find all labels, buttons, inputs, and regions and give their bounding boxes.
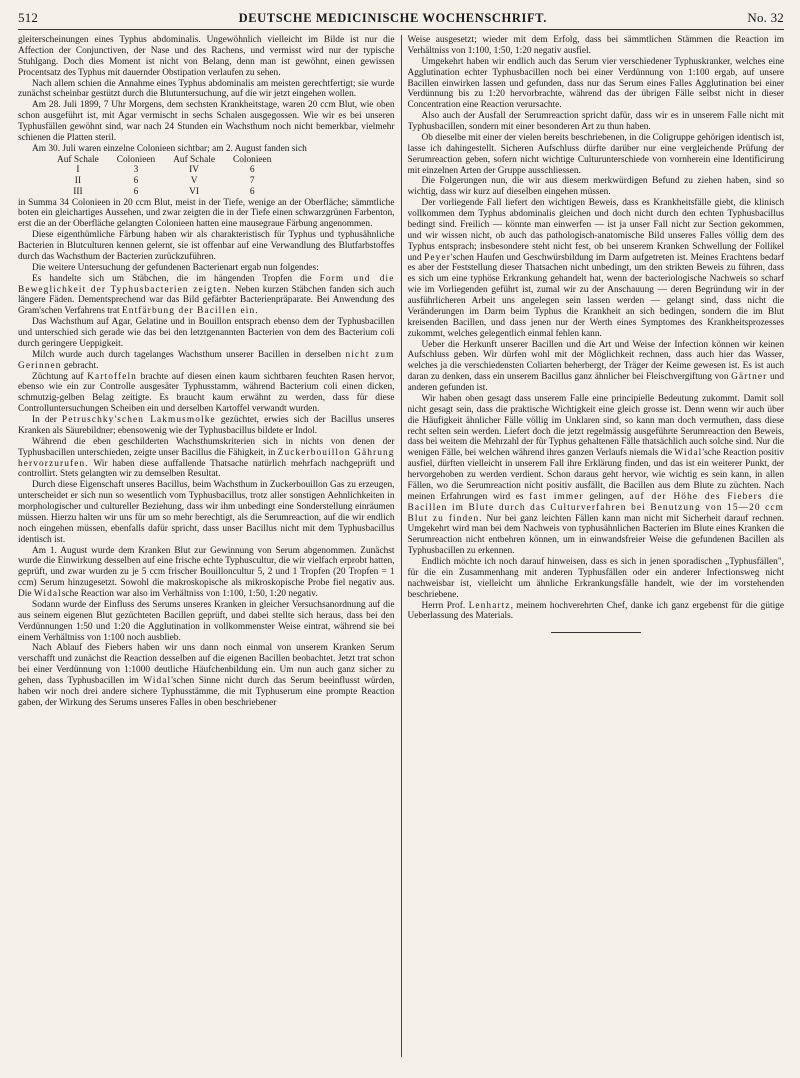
text-run: 'schen Haufen und Geschwürsbildung im Darm aufgetreten ist. Meines Erachtens bedarf es aber der Feststellung dieser Thatsachen nicht unbedingt, um den strikten Beweis zu führen, dass es sich um eine typhöse Erkrankung gehandelt hat, wenn der bacteriologische Nachweis so scharf wie im Vorliegenden geführt ist, zumal wir zu der Anschauung — deren Begründung wir in der ausführlicheren Arbeit uns angelegen sein lassen werden — gelangt sind, dass nicht die Veränderungen im Darm beim Typhus die Krankheit an sich bedingen, sondern die im Blut kreisenden Bacillen, und dass jenen nur der Werth eines Symptomes des Krankheitsprozesses zukommt, welches gelegentlich einmal fehlen kann. xyxy=(407,252,785,339)
text-run: Nach Ablauf des Fiebers haben wir uns dann noch einmal von unserem Kranken Serum verschafft und zunächst die Reaction desselben auf die eigenen Bacillen beobachtet. Jetzt trat schon bei einer Verdünnung von 1:1000 deutliche Häufchenbildung ein. Um nun auch ganz sicher zu gehen, dass Typhusbacillen im xyxy=(18,643,395,687)
text-run: Während die eben geschilderten Wachsthumskriterien sich in nichts von denen der Typhusbacillen unterschieden, zeigte unser Bacillus die Fähigkeit, in xyxy=(18,436,395,458)
paragraph: Weise ausgesetzt; wieder mit dem Erfolg, dass bei sämmtlichen Stämmen die Reaction im Verhältniss von 1:100, 1:50, 1:20 negativ ausfiel. xyxy=(407,35,785,56)
paragraph: Durch diese Eigenschaft unseres Bacillus, beim Wachsthum in Zuckerbouillon Gas zu erzeugen, unterscheidet er sich nun so wesentlich vom Typhusbacillus, trotz aller sonstigen Aehnlichkeiten in morphologischer und cultureller Beziehung, dass wir ihm unbedingt eine Sonderstellung einräumen müssen. Hierzu halten wir uns für um so mehr berechtigt, als die Serumreaction, auf die wir endlich noch eingehen müssen, ebenfalls dafür spricht, dass unser Bacillus nicht mit dem Typhusbacillus identisch ist. xyxy=(18,480,395,545)
paragraph xyxy=(18,372,395,416)
author-name: Widal xyxy=(143,676,172,687)
paragraph: Am 28. Juli 1899, 7 Uhr Morgens, dem sechsten Krankheitstage, waren 20 ccm Blut, wie oben schon ausgeführt ist, mit Agar vermischt in sechs Schalen ausgegossen. Wie wir es bei unseren Typhusfällen gewöhnt sind, war nach 24 Stunden ein Wachsthum noch nicht bemerkbar, vielmehr schienen die Platten steril. xyxy=(18,100,395,143)
text-run: Am 1. August wurde dem Kranken Blut zur Gewinnung von Serum abgenommen. Zunächst wurde die Einwirkung desselben auf eine frische echte Typhuscultur, die wir vielfach erprobt hatten, geprüft, und zwar wurden zu je 5 ccm frischer Bouilloncultur 5, 2 und 1 Tropfen (20 Tropfen = 1 ccm) Serum hinzugesetzt. Sowohl die makroskopische als mikroskopische Probe fiel negativ aus. Die xyxy=(18,545,395,600)
issue-number: No. 32 xyxy=(747,10,784,25)
paragraph xyxy=(18,415,395,437)
table-cell: VI xyxy=(189,186,199,197)
table-cell: 7 xyxy=(249,176,255,187)
table-header-cell: Colonieen xyxy=(116,154,156,165)
emphasis-text: fast immer xyxy=(529,491,584,502)
table-row xyxy=(48,165,280,176)
text-run: und anderen gefunden ist. xyxy=(407,372,785,393)
text-run: , meinem hochverehrten Chef, danke ich ganz ergebenst für die gütige Ueberlassung des Materials. xyxy=(407,600,785,622)
table-cell: 6 xyxy=(249,165,255,176)
paragraph: Sodann wurde der Einfluss des Serums unseres Kranken in gleicher Versuchsanordnung auf die aus seinem eigenen Blut gezüchteten Bacillen geprüft, und dabei stellte sich heraus, dass bei den Verdünnungen 1:50 und 1:20 die Agglutination in vollkommenster Weise eintrat, während sie bei einem Verhältniss von 1:100 noch ausblieb. xyxy=(18,599,395,643)
paragraph: Das Wachsthum auf Agar, Gelatine und in Bouillon entsprach ebenso dem der Typhusbacillen und unterschied sich gerade wie das bei den letztgenannten Bacterien von dem des Bacterium coli durch geringere Ueppigkeit. xyxy=(18,317,395,349)
text-run: sche Reaction war also im Verhältniss von 1:100, 1:50, 1:20 negativ. xyxy=(61,589,318,600)
right-column xyxy=(408,35,785,1057)
table-row xyxy=(48,176,280,187)
emphasis-text: Kartoffeln xyxy=(87,371,137,382)
paragraph xyxy=(18,350,395,372)
column-divider xyxy=(401,35,402,1057)
paragraph xyxy=(408,601,785,623)
text-run: 'schen Sinne nicht durch das Serum beeinflusst würden, haben wir noch drei andere sichere Typhusstämme, die mit Typhuserum eine prompte Reaction gaben, der Wirkung des Serums unseres Falles in oben beschriebener xyxy=(18,676,395,708)
author-name: Widal xyxy=(33,589,62,600)
author-name: Gärtner xyxy=(731,372,768,383)
paragraph: Endlich möchte ich noch darauf hinweisen, dass es sich in jenen sporadischen „Typhusfällen", für die ein Zusammenhang mit anderen Typhusfällen oder ein anderer Infectionsweg nicht nachweisbar ist, vielleicht um ähnliche Erkrankungsfälle handelt, wie der im vorstehenden beschriebene. xyxy=(407,557,785,600)
text-run: Herrn Prof. xyxy=(421,600,469,611)
emphasis-text: Zuckerbouillon Gährung hervorzurufen. xyxy=(18,447,395,469)
emphasis-text: Entfärbung der Bacillen ein. xyxy=(122,306,259,317)
table-cell: 6 xyxy=(133,176,139,187)
paragraph xyxy=(18,437,395,481)
text-run: Der vorliegende Fall liefert den wichtigen Beweis, dass es Krankheitsfälle giebt, die klinisch vollkommen dem Typhus abdominalis gleichen und doch nicht durch den echten Typhusbacillus bedingt sind. Freilich — könnte man einwerfen — ist ja unser Fall nicht zur Section gekommen, und wir wissen nicht, ob auch das pathologisch-anatomische Bild unseres Falles völlig dem des Typhus entsprach; insbesondere steht nicht fest, ob bei unserem Kranken Schwellung der Follikel und xyxy=(407,198,785,263)
author-name: Peyer xyxy=(424,252,451,263)
text-run: 'sche Reaction positiv ausfiel, dürften vielleicht in unserem Fall ihre Erklärung finden, und das ist ein weiterer Punkt, der hervorgehoben zu werden verdient. Schon daraus geht hervor, wie wichtig es sein kann, in allen Fällen, wo die Serumreaction nicht positiv ausfällt, die Bacillen aus dem Blute zu züchten. Nach meinen Erfahrungen wird es xyxy=(407,448,785,502)
emphasis-text: nicht zum Gerinnen xyxy=(18,349,395,371)
paragraph: Umgekehrt haben wir endlich auch das Serum vier verschiedener Typhuskranker, welches eine Agglutination echter Typhusbacillen noch bei einer Verdünnung von 1:100 ergab, auf unsere Bacillen einwirken lassen und gefunden, dass nur das Serum eines Falles Agglutination bei einer Verdünnung bis zu 1:20 hervorbrachte, während das der übrigen Fälle selbst nicht in dieser Concentration eine Reaction verursachte. xyxy=(407,56,785,111)
paragraph: Ob dieselbe mit einer der vielen bereits beschriebenen, in die Coligruppe gehörigen identisch ist, lasse ich dahingestellt. Sicheren Aufschluss dürfte darüber nur eine vergleichende Prüfung der Serumreaction geben, sofern nicht wichtige Culturunterschiede von vornherein eine Identificirung mit einzelnen Arten der Gruppe ausschliessen. xyxy=(407,132,785,176)
table-cell: II xyxy=(74,176,81,187)
emphasis-text: Petruschky'schen Lakmusmolke xyxy=(61,415,216,426)
paragraph: Nach allem schien die Annahme eines Typhus abdominalis am meisten gerechtfertigt; sie wurde zunächst scheinbar gestützt durch die Blutuntersuchung, auf die wir jetzt eingehen wollen. xyxy=(18,78,395,100)
journal-title: DEUTSCHE MEDICINISCHE WOCHENSCHRIFT. xyxy=(238,11,547,25)
paragraph xyxy=(408,394,785,557)
table-header-cell: Auf Schale xyxy=(57,154,99,165)
left-column xyxy=(18,35,395,1057)
paragraph: Die Folgerungen nun, die wir aus diesem merkwürdigen Befund zu ziehen haben, sind so wichtig, dass wir kurz auf dieselben eingehen müssen. xyxy=(407,176,785,198)
text-run: Wir haben diese auffallende Thatsache natürlich mehrfach nachgeprüft und controllirt. Stets gelangten wir zu demselben Resultat. xyxy=(18,458,395,480)
text-run: Es handelte sich um Stäbchen, die im hängenden Tropfen die xyxy=(32,273,320,284)
text-run: gebracht. xyxy=(61,360,99,371)
paragraph: Also auch der Ausfall der Serumreaction spricht dafür, dass wir es in unserem Falle nicht mit Typhusbacillen, sondern mit einer besonderen Art zu thun haben. xyxy=(407,111,785,132)
paragraph xyxy=(408,198,785,339)
paragraph: Die weitere Untersuchung der gefundenen Bacterienart ergab nun folgendes: xyxy=(32,262,319,273)
table-header-row xyxy=(48,155,280,166)
table-cell: III xyxy=(73,186,83,197)
table-header-cell: Colonieen xyxy=(232,154,272,165)
text-run: brachte auf diesen einen kaum sichtbaren feuchten Rasen hervor, ebenso wie ein zur Controlle ausgesäter Typhusstamm, während Bacterium coli einen dicken, schmutzig-gelben Belag zeitigte. Es braucht kaum erwähnt zu werden, dass für diese Controlluntersuchungen Scheiben ein und derselben Kartoffel verwandt wurden. xyxy=(18,371,395,415)
paragraph: Diese eigenthümliche Färbung haben wir als charakteristisch für Typhus und typhusähnliche Bacterien in Blutculturen kennen gelernt, sie ist offenbar auf eine Verwandlung des Blutfarbstoffes durch das Wachsthum der Bacterien zurückzuführen. xyxy=(18,230,395,262)
text-run: In der xyxy=(32,415,62,426)
text-run: Milch wurde auch durch tagelanges Wachsthum unserer Bacillen in derselben xyxy=(32,349,346,360)
two-column-body xyxy=(18,35,784,1057)
table-header-cell: Auf Schale xyxy=(173,154,215,165)
paragraph: in Summa 34 Colonieen in 20 ccm Blut, meist in der Tiefe, wenige an der Oberfläche; sämmtliche boten ein gleichartiges Aussehen, und zwar zeigten die in der Tiefe einen schwarzgrünen Farbenton, erst die an der Oberfläche gelangten Colonieen hatten eine mausegraue Färbung angenommen. xyxy=(18,197,395,230)
table-cell: I xyxy=(76,165,80,176)
paragraph xyxy=(18,643,395,708)
emphasis-text: Form und die Beweglichkeit der Typhusbacterien zeigten. xyxy=(18,273,395,295)
table-cell: 6 xyxy=(249,186,255,197)
paragraph xyxy=(18,274,395,318)
text-run: Neben kurzen Stäbchen fanden sich auch längere Fäden. Dementsprechend war das Bild gefärbter Bacterienpräparate. Bei Anwendung des Gram'schen Verfahrens trat xyxy=(18,284,395,317)
author-name: Widal xyxy=(674,448,703,459)
text-run: gezüchtet, erwies sich der Bacillus unseres Kranken als Säurebildner; ebensowenig wie der Typhusbacillus bildete er Indol. xyxy=(18,415,395,436)
author-name: Lenhartz xyxy=(468,600,511,611)
paragraph: gleiterscheinungen eines Typhus abdominalis. Ungewöhnlich vielleicht im Bilde ist nur die Affection der Conjunctiven, der Nase und des Rachens, und vermisst wird nur der typische Stuhlgang. Doch dies Moment ist nicht von Belang, denn man ist gewöhnt, einen gewissen Procentsatz des Typhus mit dauernder Obstipation verlaufen zu sehen. xyxy=(18,35,395,78)
table-cell: V xyxy=(190,176,198,187)
paragraph xyxy=(408,340,785,394)
text-run: gelingen, xyxy=(583,491,630,502)
text-run: Nur bei ganz leichten Fällen kann man nicht mit Sicherheit darauf rechnen. Umgekehrt wird man bei dem Nachweis von typhusähnlichen Bacterien im Blute eines Kranken die Serumreaction nicht entbehren können, um in einwandsfreier Weise die gefundenen Bacillen als Typhusbacillen zu erkennen. xyxy=(407,513,785,557)
text-run: Züchtung auf xyxy=(32,371,88,382)
paragraph: Am 30. Juli waren einzelne Colonieen sichtbar; am 2. August fanden sich xyxy=(32,143,307,154)
end-rule xyxy=(551,632,641,633)
table-cell: 3 xyxy=(133,165,139,176)
text-run: Wir haben oben gesagt dass unserem Falle eine principielle Bedeutung zukommt. Damit soll nicht gesagt sein, dass die praktische Wichtigkeit eine gleich grosse ist. Denn wenn wir auch über die Häufigkeit ähnlicher Fälle völlig im Unklaren sind, so kann man doch vermuthen, dass diese recht selten sein werden. Liefert doch die jetzt regelmässig ausgeführte Serumreaction den Beweis, dass bei weitem die Mehrzahl der für Typhus gehaltenen Fälle thatsächlich auch solche sind. Nur die wenigen Fälle, bei welchen während ihres ganzen Verlaufs niemals die xyxy=(407,393,785,459)
table-cell: IV xyxy=(189,165,199,176)
table-row xyxy=(48,187,280,198)
emphasis-text: auf der Höhe des Fiebers die Bacillen im Blute durch das Culturverfahren bei Benutzung von 15—20 ccm Blut zu finden. xyxy=(407,491,785,524)
table-cell: 6 xyxy=(133,186,139,197)
paragraph xyxy=(18,546,395,600)
page-number: 512 xyxy=(18,10,39,25)
running-header xyxy=(18,10,784,30)
colony-count-table xyxy=(48,155,280,198)
text-run: Ueber die Herkunft unserer Bacillen und die Art und Weise der Infection können wir keinen Aufschluss geben. Wir dürfen wohl mit der Möglichkeit rechnen, dass auch hier das Wasser, welches ja die verschiedensten Coliarten beherbergt, der Träger der Keime gewesen ist. Es ist auch daran zu denken, dass ein unserem Bacillus ganz ähnlicher bei Fleischvergiftung von xyxy=(407,339,785,383)
